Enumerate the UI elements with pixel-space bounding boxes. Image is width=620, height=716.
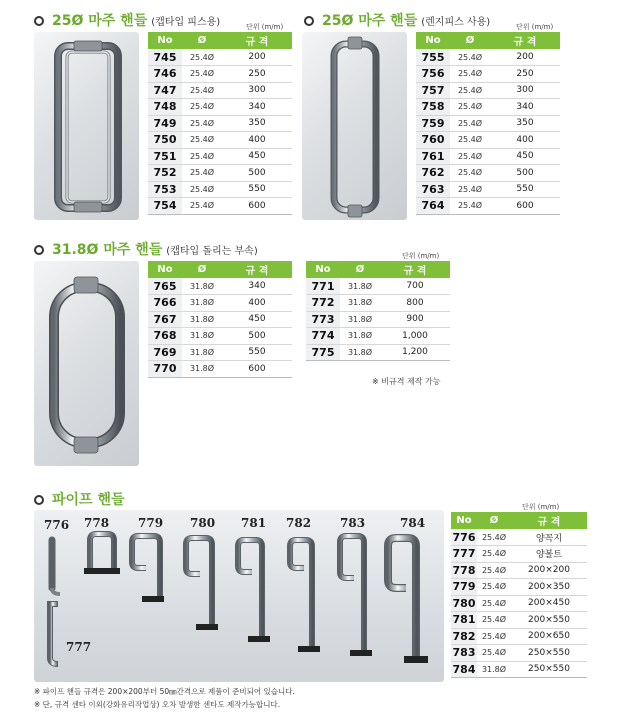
item-spec: 550 [222, 344, 292, 361]
item-spec: 양볼트 [511, 546, 587, 563]
table-row [416, 165, 560, 182]
table-row [148, 49, 292, 66]
table-row [148, 99, 292, 116]
section3-unit: 단위 (m/m) [402, 252, 440, 260]
item-spec: 200 [222, 49, 292, 66]
item-diameter: 31.8Ø [477, 661, 511, 678]
item-diameter: 25.4Ø [182, 181, 222, 198]
item-diameter: 25.4Ø [182, 99, 222, 116]
table-row [148, 148, 292, 165]
item-spec: 600 [222, 198, 292, 215]
item-spec: 450 [222, 148, 292, 165]
table-row [416, 148, 560, 165]
handle-photo-745 [34, 32, 139, 220]
table-row [416, 198, 560, 215]
table-row [306, 344, 450, 361]
table-row [148, 115, 292, 132]
item-spec: 800 [380, 295, 450, 312]
section2-subtitle: (렌지피스 사용) [421, 17, 491, 28]
section1-unit: 단위 (m/m) [246, 23, 284, 31]
item-number: 781 [452, 613, 476, 627]
item-spec: 340 [490, 99, 560, 116]
section4-heading [34, 489, 125, 509]
item-spec: 200×550 [511, 612, 587, 629]
item-spec: 300 [490, 82, 560, 99]
table-row [451, 645, 587, 662]
table-row [416, 82, 560, 99]
table-row [416, 181, 560, 198]
item-spec: 200 [490, 49, 560, 66]
section4-title: 파이프 핸들 [52, 492, 125, 508]
item-spec: 200×200 [511, 562, 587, 579]
col-header-no: No [451, 512, 477, 529]
table-row [451, 562, 587, 579]
table-row [148, 66, 292, 83]
item-number: 759 [416, 115, 450, 132]
item-spec: 500 [222, 328, 292, 345]
item-diameter: 25.4Ø [477, 645, 511, 662]
section4-table [451, 512, 587, 678]
circle-bullet-icon [304, 16, 314, 26]
circle-bullet-icon [34, 16, 44, 26]
table-row [148, 278, 292, 295]
col-header-diameter: Ø [477, 512, 511, 529]
section4-unit: 단위 (m/m) [522, 503, 560, 511]
col-header-spec: 규 격 [222, 32, 292, 49]
item-number: 783 [452, 646, 476, 660]
col-header-spec: 규 격 [222, 261, 292, 278]
item-diameter: 25.4Ø [182, 148, 222, 165]
handle-photo-765 [34, 261, 139, 466]
handle-photo-755 [302, 32, 407, 220]
item-number: 768 [148, 328, 182, 345]
item-number: 762 [416, 165, 450, 182]
table-row [148, 361, 292, 378]
item-diameter: 31.8Ø [182, 344, 222, 361]
table-row [148, 328, 292, 345]
item-diameter: 25.4Ø [450, 148, 490, 165]
table-row [451, 612, 587, 629]
item-number: 773 [306, 311, 340, 328]
item-diameter: 25.4Ø [477, 628, 511, 645]
section3-title: 31.8Ø 마주 핸들 [52, 242, 163, 258]
item-number: 757 [416, 82, 450, 99]
item-diameter: 25.4Ø [477, 595, 511, 612]
item-number: 758 [416, 99, 450, 116]
item-spec: 250 [490, 66, 560, 83]
item-diameter: 31.8Ø [340, 278, 380, 295]
table-row [416, 49, 560, 66]
item-spec: 250×550 [511, 661, 587, 678]
circle-bullet-icon [34, 245, 44, 255]
item-diameter: 31.8Ø [182, 311, 222, 328]
item-number: 765 [148, 278, 182, 295]
section3-subtitle: (캡타입 돌리는 부속) [166, 246, 258, 257]
table-row [148, 344, 292, 361]
item-number: 752 [148, 165, 182, 182]
table-row [451, 595, 587, 612]
footnote-2: ※ 단, 규격 센타 이외(강화유리작업상) 오차 발생한 센타도 제작가능합니다. [34, 700, 281, 709]
col-header-diameter: Ø [182, 261, 222, 278]
pipe-label-778: 778 [84, 516, 110, 530]
item-diameter: 31.8Ø [182, 278, 222, 295]
item-number: 774 [306, 328, 340, 345]
item-number: 751 [148, 148, 182, 165]
item-spec: 450 [222, 311, 292, 328]
item-diameter: 25.4Ø [477, 529, 511, 546]
col-header-no: No [148, 261, 182, 278]
table-row [148, 198, 292, 215]
item-diameter: 31.8Ø [182, 361, 222, 378]
item-diameter: 25.4Ø [477, 579, 511, 596]
col-header-diameter: Ø [450, 32, 490, 49]
section1-heading [34, 10, 220, 30]
item-diameter: 25.4Ø [182, 132, 222, 149]
item-spec: 250 [222, 66, 292, 83]
section1-title: 25Ø 마주 핸들 [52, 13, 148, 29]
cap-type-rotating-handle-image [34, 261, 139, 466]
item-spec: 900 [380, 311, 450, 328]
item-diameter: 25.4Ø [182, 82, 222, 99]
table-row [306, 328, 450, 345]
item-spec: 500 [490, 165, 560, 182]
item-diameter: 31.8Ø [340, 295, 380, 312]
section2-heading [304, 10, 490, 30]
table-row [306, 278, 450, 295]
pipe-label-783: 783 [340, 516, 366, 530]
pipe-label-780: 780 [190, 516, 216, 530]
item-number: 746 [148, 66, 182, 83]
item-spec: 500 [222, 165, 292, 182]
item-number: 777 [452, 547, 476, 561]
col-header-spec: 규 격 [511, 512, 587, 529]
cap-type-handle-image [34, 32, 139, 220]
item-number: 778 [452, 563, 476, 577]
item-diameter: 25.4Ø [450, 198, 490, 215]
item-spec: 550 [490, 181, 560, 198]
table-row [416, 66, 560, 83]
item-spec: 400 [490, 132, 560, 149]
col-header-no: No [416, 32, 450, 49]
table-row [148, 295, 292, 312]
range-piece-handle-image [302, 32, 407, 220]
item-number: 763 [416, 181, 450, 198]
item-number: 750 [148, 132, 182, 149]
pipe-label-781: 781 [241, 516, 267, 530]
item-spec: 550 [222, 181, 292, 198]
table-row [306, 311, 450, 328]
item-number: 747 [148, 82, 182, 99]
item-spec: 340 [222, 278, 292, 295]
item-diameter: 25.4Ø [182, 115, 222, 132]
item-spec: 350 [222, 115, 292, 132]
item-number: 761 [416, 148, 450, 165]
item-diameter: 31.8Ø [340, 328, 380, 345]
item-diameter: 25.4Ø [450, 99, 490, 116]
item-number: 784 [452, 662, 476, 676]
table-row [416, 132, 560, 149]
item-diameter: 25.4Ø [450, 132, 490, 149]
item-spec: 450 [490, 148, 560, 165]
item-diameter: 25.4Ø [182, 66, 222, 83]
item-number: 756 [416, 66, 450, 83]
item-spec: 1,000 [380, 328, 450, 345]
item-spec: 1,200 [380, 344, 450, 361]
item-number: 771 [306, 278, 340, 295]
item-diameter: 25.4Ø [450, 115, 490, 132]
item-diameter: 31.8Ø [340, 344, 380, 361]
table-row [416, 115, 560, 132]
item-diameter: 31.8Ø [182, 295, 222, 312]
item-spec: 600 [490, 198, 560, 215]
item-number: 753 [148, 181, 182, 198]
table-row [306, 295, 450, 312]
item-number: 769 [148, 344, 182, 361]
section2-unit: 단위 (m/m) [516, 23, 554, 31]
item-diameter: 25.4Ø [477, 562, 511, 579]
item-spec: 340 [222, 99, 292, 116]
table-row [148, 82, 292, 99]
item-number: 772 [306, 295, 340, 312]
table-row [451, 529, 587, 546]
item-diameter: 25.4Ø [450, 181, 490, 198]
item-spec: 600 [222, 361, 292, 378]
item-number: 775 [306, 344, 340, 361]
item-diameter: 25.4Ø [450, 165, 490, 182]
col-header-diameter: Ø [182, 32, 222, 49]
item-spec: 250×550 [511, 645, 587, 662]
table-row [148, 132, 292, 149]
circle-bullet-icon [34, 495, 44, 505]
item-diameter: 31.8Ø [340, 311, 380, 328]
col-header-spec: 규 격 [490, 32, 560, 49]
item-number: 754 [148, 198, 182, 215]
table-row [451, 546, 587, 563]
section3-table-a [148, 261, 292, 378]
pipe-label-782: 782 [286, 516, 312, 530]
pipe-label-776: 776 [44, 518, 70, 532]
col-header-no: No [148, 32, 182, 49]
item-number: 749 [148, 115, 182, 132]
item-number: 767 [148, 311, 182, 328]
item-number: 745 [148, 49, 182, 66]
table-row [148, 311, 292, 328]
item-spec: 350 [490, 115, 560, 132]
item-number: 776 [452, 530, 476, 544]
item-number: 766 [148, 295, 182, 312]
item-spec: 700 [380, 278, 450, 295]
item-number: 780 [452, 596, 476, 610]
col-header-no: No [306, 261, 340, 278]
table-row [451, 628, 587, 645]
item-diameter: 25.4Ø [182, 165, 222, 182]
item-number: 748 [148, 99, 182, 116]
item-spec: 200×450 [511, 595, 587, 612]
item-spec: 200×350 [511, 579, 587, 596]
item-diameter: 25.4Ø [450, 66, 490, 83]
table-row [416, 99, 560, 116]
pipe-handles-photo [34, 510, 444, 682]
item-diameter: 25.4Ø [477, 546, 511, 563]
footnote-1: ※ 파이프 핸들 규격은 200×200부터 50㎜간격으로 제품이 준비되어 있습니다. [34, 687, 295, 696]
item-diameter: 31.8Ø [182, 328, 222, 345]
item-spec: 양꼭지 [511, 529, 587, 546]
item-diameter: 25.4Ø [477, 612, 511, 629]
pipe-label-784: 784 [400, 516, 426, 530]
item-spec: 400 [222, 132, 292, 149]
section3-table-b [306, 261, 450, 361]
col-header-spec: 규 격 [380, 261, 450, 278]
table-row [451, 661, 587, 678]
custom-order-note: ※ 비규격 제작 가능 [372, 377, 441, 386]
table-row [148, 181, 292, 198]
table-row [451, 579, 587, 596]
item-number: 770 [148, 361, 182, 378]
item-diameter: 25.4Ø [450, 49, 490, 66]
item-spec: 200×650 [511, 628, 587, 645]
pipe-handles-image [34, 510, 444, 682]
item-spec: 400 [222, 295, 292, 312]
section1-table [148, 32, 292, 215]
section2-title: 25Ø 마주 핸들 [322, 13, 418, 29]
pipe-label-779: 779 [138, 516, 164, 530]
pipe-label-777: 777 [66, 640, 92, 654]
item-number: 755 [416, 49, 450, 66]
item-diameter: 25.4Ø [182, 198, 222, 215]
col-header-diameter: Ø [340, 261, 380, 278]
item-number: 764 [416, 198, 450, 215]
item-spec: 300 [222, 82, 292, 99]
item-diameter: 25.4Ø [450, 82, 490, 99]
section3-heading [34, 239, 258, 259]
item-diameter: 25.4Ø [182, 49, 222, 66]
item-number: 779 [452, 580, 476, 594]
item-number: 760 [416, 132, 450, 149]
section2-table [416, 32, 560, 215]
table-row [148, 165, 292, 182]
section1-subtitle: (캡타입 피스용) [151, 17, 221, 28]
item-number: 782 [452, 629, 476, 643]
